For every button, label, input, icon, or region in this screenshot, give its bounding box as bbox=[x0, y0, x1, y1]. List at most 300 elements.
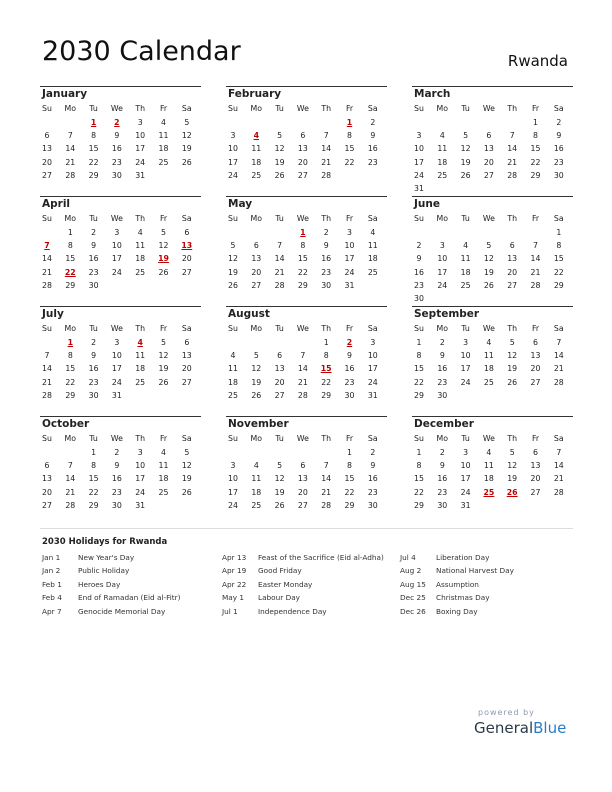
weekday-label: Th bbox=[507, 214, 518, 223]
calendar-day: 4 bbox=[486, 338, 492, 347]
powered-by-text: powered by bbox=[478, 708, 535, 717]
calendar-day: 1 bbox=[347, 448, 352, 457]
calendar-day: 10 bbox=[135, 461, 146, 471]
calendar-day: 31 bbox=[135, 500, 146, 510]
calendar-day: 16 bbox=[414, 267, 424, 277]
calendar-day: 11 bbox=[437, 144, 448, 154]
calendar-day: 19 bbox=[274, 487, 285, 497]
calendar-day: 12 bbox=[483, 254, 494, 264]
calendar-day: 26 bbox=[181, 487, 192, 497]
calendar-day: 5 bbox=[230, 241, 236, 251]
weekday-label: Mo bbox=[436, 324, 449, 333]
calendar-day: 14 bbox=[507, 144, 518, 154]
weekday-label: Th bbox=[135, 434, 146, 443]
month-divider bbox=[40, 196, 201, 197]
calendar-day: 21 bbox=[553, 364, 564, 374]
calendar-day: 26 bbox=[274, 500, 285, 510]
calendar-day: 10 bbox=[367, 351, 378, 361]
calendar-day: 11 bbox=[158, 461, 169, 471]
calendar-day: 7 bbox=[533, 241, 538, 251]
calendar-day: 17 bbox=[367, 364, 378, 374]
calendar-day: 19 bbox=[181, 144, 192, 154]
calendar-day: 10 bbox=[228, 474, 238, 484]
calendar-day: 1 bbox=[556, 228, 562, 237]
calendar-day: 30 bbox=[111, 500, 122, 510]
month-name: July bbox=[42, 308, 64, 320]
calendar-day: 1 bbox=[67, 228, 73, 237]
weekday-label: Fr bbox=[345, 324, 354, 333]
calendar-day: 12 bbox=[274, 474, 285, 484]
calendar-day: 20 bbox=[507, 267, 518, 277]
calendar-day: 23 bbox=[437, 377, 448, 387]
calendar-day: 2 bbox=[323, 228, 329, 237]
calendar-day: 10 bbox=[111, 351, 122, 361]
calendar-day: 24 bbox=[437, 280, 448, 290]
calendar-day: 23 bbox=[111, 487, 122, 497]
calendar-day: 24 bbox=[460, 487, 471, 497]
calendar-day: 8 bbox=[416, 351, 422, 361]
holiday-day: 2 bbox=[114, 118, 120, 127]
calendar-day: 17 bbox=[344, 254, 355, 264]
calendar-day: 30 bbox=[437, 500, 448, 510]
holiday-name: Assumption bbox=[436, 579, 479, 589]
calendar-day: 7 bbox=[509, 131, 515, 141]
calendar-day: 18 bbox=[228, 377, 238, 387]
calendar-day: 19 bbox=[274, 157, 285, 167]
calendar-day: 20 bbox=[274, 377, 285, 387]
holiday-name: Feast of the Sacrifice (Eid al-Adha) bbox=[258, 553, 384, 562]
calendar-day: 30 bbox=[344, 390, 355, 400]
calendar-day: 3 bbox=[370, 338, 376, 347]
weekday-label: Su bbox=[42, 104, 52, 113]
calendar-day: 30 bbox=[437, 390, 448, 400]
calendar-day: 22 bbox=[530, 157, 541, 167]
weekday-label: Sa bbox=[181, 324, 192, 333]
calendar-day: 22 bbox=[344, 487, 355, 497]
holiday-date: Apr 13 bbox=[222, 553, 247, 562]
month-divider bbox=[40, 416, 201, 417]
weekday-label: Su bbox=[42, 324, 52, 333]
calendar-day: 2 bbox=[91, 228, 97, 237]
weekday-label: Su bbox=[414, 104, 424, 113]
calendar-day: 2 bbox=[416, 241, 422, 251]
brand-part-blue: Blue bbox=[533, 719, 567, 737]
calendar-day: 17 bbox=[228, 487, 238, 497]
brand-logo[interactable] bbox=[474, 719, 566, 737]
calendar-day: 28 bbox=[274, 280, 285, 290]
calendar-day: 14 bbox=[65, 474, 76, 484]
calendar-day: 13 bbox=[251, 254, 262, 264]
calendar-day: 21 bbox=[274, 267, 285, 277]
calendar-day: 21 bbox=[553, 474, 564, 484]
calendar-day: 14 bbox=[553, 461, 564, 471]
calendar-day: 20 bbox=[530, 474, 541, 484]
calendar-day: 9 bbox=[439, 351, 445, 361]
calendar-day: 2 bbox=[370, 118, 376, 127]
weekday-label: Sa bbox=[181, 214, 192, 223]
calendar-day: 12 bbox=[274, 144, 285, 154]
holiday-day: 1 bbox=[67, 338, 74, 347]
calendar-day: 26 bbox=[228, 280, 238, 290]
calendar-day: 17 bbox=[111, 254, 122, 264]
weekday-label: Sa bbox=[553, 324, 564, 333]
calendar-day: 10 bbox=[460, 461, 471, 471]
calendar-day: 28 bbox=[321, 170, 332, 180]
weekday-label: Fr bbox=[345, 214, 354, 223]
weekday-label: Mo bbox=[64, 104, 77, 113]
calendar-day: 26 bbox=[460, 170, 471, 180]
calendar-day: 10 bbox=[437, 254, 448, 264]
calendar-day: 9 bbox=[556, 131, 562, 141]
calendar-day: 8 bbox=[323, 351, 329, 361]
holiday-date: Jan 2 bbox=[42, 566, 61, 576]
month-divider bbox=[226, 416, 387, 417]
calendar-day: 31 bbox=[135, 170, 146, 180]
calendar-day: 7 bbox=[556, 448, 562, 457]
calendar-day: 15 bbox=[65, 364, 76, 374]
holiday-day: 25 bbox=[483, 487, 495, 497]
weekday-label: Fr bbox=[531, 104, 540, 113]
weekday-label: Sa bbox=[181, 434, 192, 443]
weekday-label: Sa bbox=[553, 214, 564, 223]
calendar-day: 16 bbox=[88, 364, 99, 374]
calendar-day: 8 bbox=[347, 131, 352, 141]
calendar-day: 12 bbox=[251, 364, 262, 374]
calendar-day: 24 bbox=[111, 267, 122, 277]
weekday-label: We bbox=[296, 214, 309, 223]
calendar-day: 28 bbox=[507, 170, 518, 180]
calendar-day: 6 bbox=[300, 461, 306, 471]
calendar-day: 18 bbox=[135, 364, 146, 374]
calendar-day: 20 bbox=[181, 254, 192, 264]
weekday-label: Fr bbox=[531, 214, 540, 223]
calendar-day: 19 bbox=[251, 377, 262, 387]
holiday-day: 4 bbox=[253, 131, 260, 141]
weekday-label: Mo bbox=[250, 324, 263, 333]
weekday-label: Sa bbox=[367, 214, 378, 223]
calendar-day: 25 bbox=[158, 487, 169, 497]
calendar-day: 5 bbox=[184, 118, 190, 127]
weekday-label: Su bbox=[414, 434, 424, 443]
calendar-day: 19 bbox=[460, 157, 471, 167]
calendar-day: 12 bbox=[181, 461, 192, 471]
calendar-day: 17 bbox=[460, 364, 471, 374]
holiday-day: 26 bbox=[506, 487, 518, 497]
calendar-day: 24 bbox=[367, 377, 378, 387]
weekday-label: Fr bbox=[159, 324, 168, 333]
calendar-day: 17 bbox=[460, 474, 471, 484]
holiday-name: Boxing Day bbox=[436, 606, 478, 616]
calendar-day: 13 bbox=[297, 474, 308, 484]
holiday-name: New Year's Day bbox=[78, 553, 135, 562]
calendar-day: 23 bbox=[414, 280, 424, 290]
calendar-day: 8 bbox=[91, 461, 97, 471]
calendar-day: 5 bbox=[486, 241, 492, 251]
calendar-day: 16 bbox=[367, 474, 378, 484]
calendar-day: 16 bbox=[111, 144, 122, 154]
calendar-day: 12 bbox=[158, 351, 169, 361]
weekday-label: Sa bbox=[367, 434, 378, 443]
calendar-day: 16 bbox=[367, 144, 378, 154]
calendar-day: 27 bbox=[530, 487, 541, 497]
weekday-label: Sa bbox=[181, 104, 192, 113]
calendar-day: 1 bbox=[533, 118, 538, 127]
calendar-day: 6 bbox=[253, 241, 259, 251]
month-divider bbox=[412, 306, 573, 307]
calendar-day: 16 bbox=[344, 364, 355, 374]
calendar-day: 13 bbox=[507, 254, 518, 264]
calendar-day: 14 bbox=[321, 144, 332, 154]
calendar-day: 10 bbox=[135, 131, 146, 141]
calendar-day: 2 bbox=[439, 338, 445, 347]
weekday-label: Mo bbox=[64, 324, 77, 333]
calendar-day: 13 bbox=[274, 364, 285, 374]
calendar-day: 5 bbox=[161, 338, 166, 347]
weekday-label: We bbox=[482, 104, 495, 113]
calendar-day: 7 bbox=[67, 461, 73, 471]
calendar-day: 18 bbox=[251, 487, 262, 497]
calendar-day: 25 bbox=[483, 377, 494, 387]
calendar-day: 23 bbox=[367, 487, 378, 497]
calendar-day: 31 bbox=[344, 280, 355, 290]
calendar-day: 9 bbox=[370, 461, 376, 471]
calendar-day: 17 bbox=[414, 157, 424, 167]
holiday-day: 7 bbox=[44, 241, 50, 251]
calendar-day: 3 bbox=[137, 118, 143, 127]
calendar-day: 24 bbox=[460, 377, 471, 387]
calendar-day: 24 bbox=[344, 267, 355, 277]
weekday-label: Th bbox=[321, 324, 332, 333]
holiday-name: Easter Monday bbox=[258, 579, 313, 589]
calendar-day: 9 bbox=[114, 461, 120, 471]
holiday-date: Apr 19 bbox=[222, 566, 247, 576]
calendar-day: 4 bbox=[463, 241, 469, 251]
calendar-day: 31 bbox=[111, 390, 122, 400]
weekday-label: Th bbox=[321, 434, 332, 443]
calendar-day: 5 bbox=[509, 338, 515, 347]
weekday-label: Su bbox=[228, 434, 238, 443]
calendar-day: 29 bbox=[88, 500, 99, 510]
calendar-day: 15 bbox=[414, 474, 424, 484]
calendar-day: 3 bbox=[114, 338, 120, 347]
calendar-day: 25 bbox=[460, 280, 471, 290]
weekday-label: We bbox=[482, 324, 495, 333]
calendar-day: 27 bbox=[181, 377, 192, 387]
calendar-day: 22 bbox=[321, 377, 332, 387]
calendar-day: 12 bbox=[507, 351, 518, 361]
calendar-day: 10 bbox=[414, 144, 424, 154]
calendar-day: 17 bbox=[111, 364, 122, 374]
calendar-day: 9 bbox=[91, 351, 97, 361]
calendar-day: 27 bbox=[42, 170, 52, 180]
calendar-day: 10 bbox=[228, 144, 238, 154]
calendar-day: 22 bbox=[297, 267, 308, 277]
calendar-day: 14 bbox=[42, 364, 52, 374]
calendar-day: 18 bbox=[158, 144, 169, 154]
calendar-day: 28 bbox=[65, 500, 76, 510]
calendar-day: 15 bbox=[414, 364, 424, 374]
calendar-day: 21 bbox=[42, 267, 52, 277]
calendar-day: 21 bbox=[42, 377, 52, 387]
weekday-label: Mo bbox=[436, 214, 449, 223]
calendar-day: 28 bbox=[553, 487, 564, 497]
holiday-date: Aug 2 bbox=[400, 566, 422, 576]
calendar-day: 6 bbox=[486, 131, 492, 141]
calendar-day: 3 bbox=[230, 131, 236, 141]
calendar-day: 20 bbox=[483, 157, 494, 167]
weekday-label: Th bbox=[507, 324, 518, 333]
calendar-day: 22 bbox=[88, 487, 99, 497]
weekday-label: We bbox=[110, 104, 123, 113]
calendar-day: 7 bbox=[323, 461, 329, 471]
weekday-label: Fr bbox=[531, 324, 540, 333]
holiday-date: Dec 26 bbox=[400, 606, 426, 616]
holiday-date: Jul 4 bbox=[400, 553, 416, 562]
weekday-label: Tu bbox=[89, 104, 98, 113]
weekday-label: Mo bbox=[436, 434, 449, 443]
calendar-day: 7 bbox=[300, 351, 306, 361]
calendar-day: 6 bbox=[277, 351, 283, 361]
calendar-day: 22 bbox=[65, 377, 76, 387]
weekday-label: Su bbox=[228, 324, 238, 333]
calendar-day: 18 bbox=[460, 267, 471, 277]
weekday-label: Th bbox=[507, 104, 518, 113]
calendar-day: 22 bbox=[553, 267, 564, 277]
weekday-label: Su bbox=[414, 214, 424, 223]
calendar-day: 30 bbox=[414, 294, 424, 303]
weekday-label: Mo bbox=[250, 434, 263, 443]
calendar-day: 17 bbox=[228, 157, 238, 167]
weekday-label: Tu bbox=[89, 324, 98, 333]
calendar-day: 1 bbox=[323, 338, 329, 347]
calendar-day: 6 bbox=[533, 338, 538, 347]
calendar-day: 21 bbox=[530, 267, 541, 277]
calendar-day: 3 bbox=[347, 228, 352, 237]
calendar-day: 17 bbox=[437, 267, 448, 277]
calendar-day: 26 bbox=[251, 390, 262, 400]
calendar-day: 31 bbox=[414, 184, 424, 193]
calendar-day: 11 bbox=[251, 474, 262, 484]
month-divider bbox=[412, 86, 573, 87]
calendar-day: 13 bbox=[530, 461, 541, 471]
calendar-day: 14 bbox=[274, 254, 285, 264]
calendar-day: 18 bbox=[367, 254, 378, 264]
calendar-day: 15 bbox=[530, 144, 541, 154]
calendar-day: 21 bbox=[65, 157, 76, 167]
month-name: February bbox=[228, 88, 282, 100]
holiday-date: Jan 1 bbox=[42, 553, 61, 562]
calendar-day: 25 bbox=[228, 390, 238, 400]
calendar-day: 11 bbox=[228, 364, 238, 374]
calendar-day: 9 bbox=[416, 254, 422, 264]
calendar-day: 3 bbox=[416, 131, 422, 141]
holiday-date: Aug 15 bbox=[400, 579, 426, 589]
calendar-day: 29 bbox=[88, 170, 99, 180]
calendar-day: 25 bbox=[135, 267, 146, 277]
calendar-day: 15 bbox=[344, 144, 355, 154]
calendar-day: 3 bbox=[463, 448, 469, 457]
calendar-day: 24 bbox=[135, 157, 146, 167]
calendar-day: 11 bbox=[251, 144, 262, 154]
calendar-day: 29 bbox=[414, 390, 424, 400]
weekday-label: Fr bbox=[531, 434, 540, 443]
calendar-day: 20 bbox=[297, 157, 308, 167]
calendar-day: 30 bbox=[321, 280, 332, 290]
calendar-day: 22 bbox=[414, 487, 424, 497]
calendar-day: 3 bbox=[230, 461, 236, 471]
calendar-day: 4 bbox=[439, 131, 445, 141]
weekday-label: Th bbox=[135, 104, 146, 113]
calendar-day: 27 bbox=[507, 280, 518, 290]
calendar-day: 16 bbox=[437, 474, 448, 484]
calendar-day: 25 bbox=[158, 157, 169, 167]
holiday-date: May 1 bbox=[222, 593, 245, 603]
holiday-name: Genocide Memorial Day bbox=[78, 606, 166, 616]
calendar-day: 4 bbox=[137, 228, 143, 237]
calendar-day: 27 bbox=[297, 500, 308, 510]
calendar-day: 13 bbox=[181, 351, 192, 361]
calendar-day: 14 bbox=[297, 364, 308, 374]
calendar-day: 24 bbox=[111, 377, 122, 387]
calendar-day: 19 bbox=[181, 474, 192, 484]
calendar-day: 27 bbox=[42, 500, 52, 510]
weekday-label: Su bbox=[228, 104, 238, 113]
calendar-day: 9 bbox=[439, 461, 445, 471]
month-name: October bbox=[42, 418, 90, 430]
holiday-day: 22 bbox=[64, 267, 76, 277]
calendar-day: 20 bbox=[530, 364, 541, 374]
month-divider bbox=[40, 86, 201, 87]
weekday-label: Tu bbox=[275, 104, 284, 113]
holiday-name: Liberation Day bbox=[436, 553, 490, 562]
calendar-day: 25 bbox=[367, 267, 378, 277]
calendar-day: 14 bbox=[65, 144, 76, 154]
calendar-day: 21 bbox=[507, 157, 518, 167]
month-divider bbox=[226, 196, 387, 197]
calendar-day: 22 bbox=[414, 377, 424, 387]
weekday-label: Tu bbox=[461, 104, 470, 113]
calendar-day: 19 bbox=[507, 474, 518, 484]
calendar-day: 14 bbox=[321, 474, 332, 484]
calendar-day: 11 bbox=[483, 351, 494, 361]
weekday-label: We bbox=[110, 434, 123, 443]
holiday-day: 1 bbox=[346, 118, 353, 127]
calendar-day: 6 bbox=[533, 448, 538, 457]
calendar-day: 11 bbox=[460, 254, 471, 264]
calendar-day: 2 bbox=[370, 448, 376, 457]
calendar-day: 20 bbox=[42, 487, 52, 497]
holiday-date: Feb 4 bbox=[42, 593, 62, 603]
calendar-day: 23 bbox=[367, 157, 378, 167]
month-divider bbox=[226, 306, 387, 307]
month-name: April bbox=[42, 198, 71, 210]
calendar-day: 8 bbox=[556, 241, 562, 251]
calendar-day: 28 bbox=[530, 280, 541, 290]
holiday-name: Good Friday bbox=[258, 566, 302, 576]
calendar-day: 5 bbox=[463, 131, 469, 141]
calendar-day: 3 bbox=[439, 241, 445, 251]
calendar-day: 23 bbox=[437, 487, 448, 497]
calendar-day: 27 bbox=[297, 170, 308, 180]
weekday-label: Sa bbox=[367, 324, 378, 333]
month-divider bbox=[226, 86, 387, 87]
calendar-day: 29 bbox=[65, 280, 76, 290]
calendar-day: 15 bbox=[553, 254, 564, 264]
calendar-day: 30 bbox=[367, 500, 378, 510]
holiday-date: Apr 22 bbox=[222, 579, 247, 589]
calendar-day: 15 bbox=[88, 474, 99, 484]
calendar-day: 15 bbox=[65, 254, 76, 264]
